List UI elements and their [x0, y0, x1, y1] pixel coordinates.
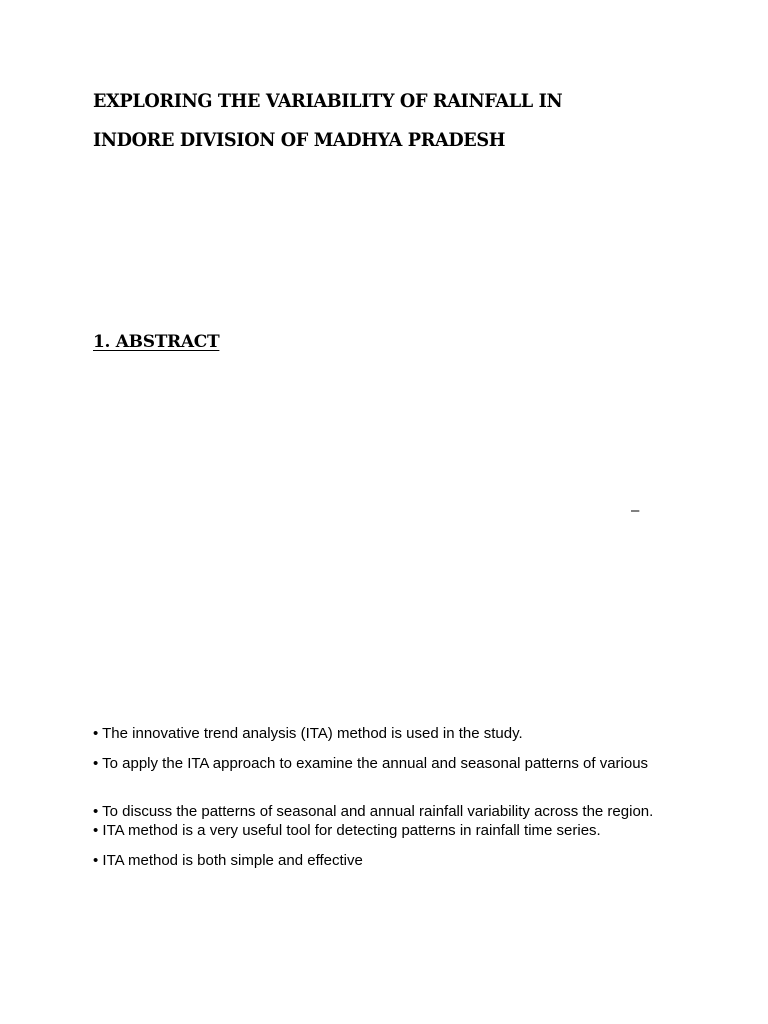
highlight-item: • To apply the ITA approach to examine the annual and seasonal patterns of various — [93, 755, 649, 772]
document-title-line-2: INDORE DIVISION OF MADHYA PRADESH — [93, 129, 506, 151]
document-title-line-1: EXPLORING THE VARIABILITY OF RAINFALL IN — [93, 90, 563, 112]
highlight-item: • To discuss the patterns of seasonal and annual rainfall variability across the region. — [93, 803, 654, 820]
highlight-item: • ITA method is both simple and effective — [93, 852, 363, 869]
section-heading-abstract: 1. ABSTRACT — [93, 332, 220, 352]
highlight-item: • The innovative trend analysis (ITA) method is used in the study. — [93, 725, 523, 742]
highlight-item: • ITA method is a very useful tool for detecting patterns in rainfall time series. — [93, 822, 601, 839]
stray-dash-mark: – — [631, 502, 640, 519]
